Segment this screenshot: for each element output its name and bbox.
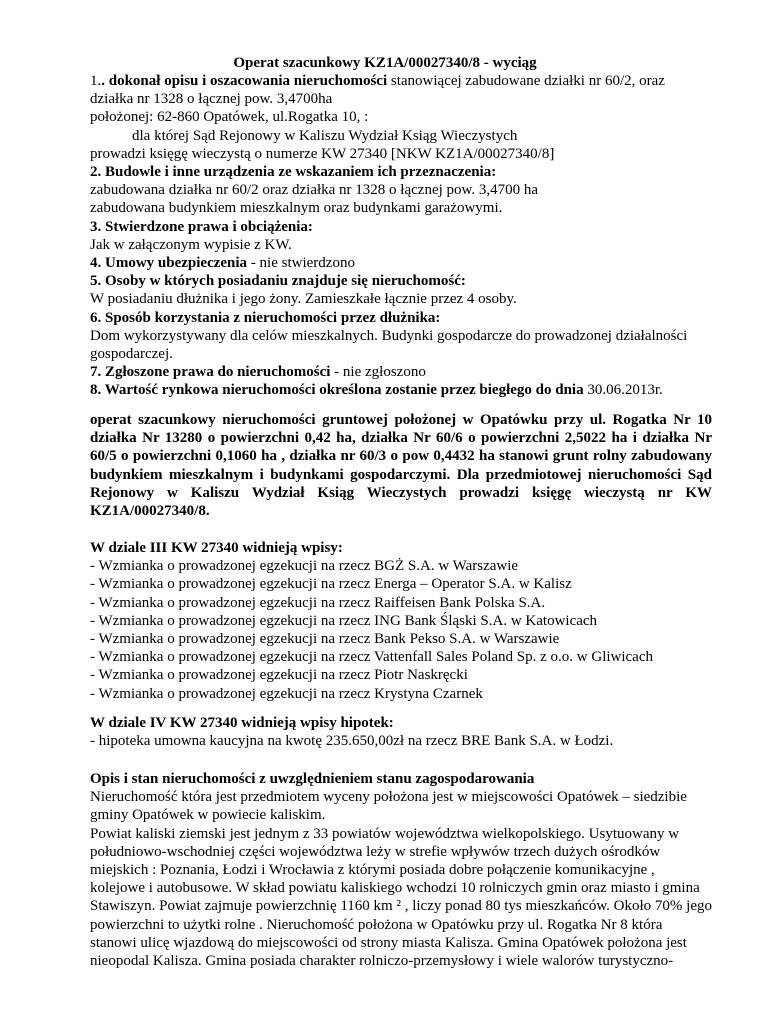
summary-sections [90,72,712,400]
section-1-text: stanowiącej zabudowane działki nr 60/2, oraz [387,73,665,89]
section-7-text: - nie zgłoszono [330,364,426,381]
dzial-4-mortgage: - hipoteka umowna kaucyjna na kwotę 235.650,00zł na rzecz BRE Bank S.A. w Łodzi. [90,733,614,750]
document-title: Operat szacunkowy KZ1A/00027340/8 - wyciąg [233,55,537,71]
operat-paragraph: operat szacunkowy nieruchomości gruntowej położonej w Opatówku przy ul. Rogatka Nr 10 działka Nr 13280 o powierzchni 0,42 ha, działka Nr 60/6 o powierzchni 2,5022 ha i działka Nr 60/5 o powierzchni 0,1060 ha , działka nr 60/3 o pow 0,4432 ha stanowi grunt rolny zabudowany budynkiem mieszkalnym i budynkami gospodarczymi. Dla przedmiotowej nieruchomości Sąd Rejonowy w Kaliszu Wydział Ksiąg Wieczystych prowadzi księgę wieczystą nr KW KZ1A/00027340/8. [90,412,712,520]
section-4-line [90,254,712,272]
section-1-land-register: prowadzi księgę wieczystą o numerze KW 27340 [NKW KZ1A/00027340/8] [90,145,555,162]
section-1-parcel: działka nr 1328 o łącznej pow. 3,4700ha [90,91,333,108]
section-7-heading: 7. Zgłoszone prawa do nieruchomości [90,364,331,381]
dzial-3-entry: - Wzmianka o prowadzonej egzekucji na rzecz BGŻ S.A. w Warszawie [90,558,519,575]
dzial-4-heading: W dziale IV KW 27340 widnieją wpisy hipotek: [90,715,394,731]
opis-paragraph-2: Powiat kaliski ziemski jest jednym z 33 powiatów województwa wielkopolskiego. Usytuowany w południowo-wschodniej części województwa leży w strefie wpływów trzech dużych ośrodków miejskich : Poznania, Łodzi i Wrocławia z którymi posiada dobre połączenie komunikacyjne , kolejowe i autobusowe. W skład powiatu kaliskiego wchodzi 10 rolniczych gmin oraz miasto i gmina Stawiszyn. Powiat zajmuje powierzchnię 1160 km ² , liczy ponad 80 tys mieszkańców. Około 70% jego powierzchni to użytki rolne . Nieruchomość położona w Opatówku przy ul. Rogatka Nr 8 która stanowi ulicę wjazdową do miejscowości od strony miasta Kalisza. Gmina Opatówek położona jest nieopodal Kalisza. Gmina posiada charakter rolniczo-przemysłowy i wiele walorów turystyczno- [90,825,713,970]
opis-paragraph-1: Nieruchomość która jest przedmiotem wyceny położona jest w miejscowości Opatówek – siedzibie gminy Opatówek w powiecie kaliskim. [90,789,687,824]
section-8-date: 30.06.2013r. [583,382,663,399]
section-1-address: położonej: 62-860 Opatówek, ul.Rogatka 10, : [90,109,369,126]
section-6-text: Dom wykorzystywany dla celów mieszkalnych. Budynki gospodarcze do prowadzonej działalności gospodarczej. [90,327,688,363]
section-5-text: W posiadaniu dłużnika i jego żony. Zamieszkałe łącznie przez 4 osoby. [90,291,517,308]
dzial-4-section [90,714,712,750]
section-5-heading: 5. Osoby w których posiadaniu znajduje się nieruchomość: [90,273,466,290]
section-8-line [90,381,712,399]
section-8-heading: 8. Wartość rynkowa nieruchomości określona zostanie przez biegłego do dnia [90,382,584,399]
section-1-line [90,72,712,90]
opis-heading: Opis i stan nieruchomości z uwzględnieniem stanu zagospodarowania [90,771,535,787]
section-4-text: - nie stwierdzono [247,255,355,272]
dzial-3-entry: - Wzmianka o prowadzonej egzekucji na rzecz Vattenfall Sales Poland Sp. z o.o. w Gliwicach [90,649,653,666]
dzial-3-entry: - Wzmianka o prowadzonej egzekucji na rzecz ING Bank Śląski S.A. w Katowicach [90,612,598,629]
section-2-heading: 2. Budowle i inne urządzenia ze wskazaniem ich przeznaczenia: [90,164,497,181]
dzial-3-heading: W dziale III KW 27340 widnieją wpisy: [90,540,343,556]
dzial-3-entry: - Wzmianka o prowadzonej egzekucji na rzecz Bank Pekso S.A. w Warszawie [90,631,560,648]
section-3-heading: 3. Stwierdzone prawa i obciążenia: [90,218,313,235]
opis-section [90,770,712,970]
dzial-3-entry: - Wzmianka o prowadzonej egzekucji na rzecz Raiffeisen Bank Polska S.A. [90,594,546,611]
section-2-line2: zabudowana budynkiem mieszkalnym oraz budynkami garażowymi. [90,200,503,217]
section-4-heading: 4. Umowy ubezpieczenia [90,255,248,272]
section-1-heading: . dokonał opisu i oszacowania nieruchomości [101,73,388,89]
section-1-number: 1. [90,73,102,89]
section-6-heading: 6. Sposób korzystania z nieruchomości przez dłużnika: [90,309,441,326]
dzial-3-section [90,539,712,703]
dzial-3-list [90,557,712,703]
dzial-3-entry: - Wzmianka o prowadzonej egzekucji na rzecz Piotr Naskręcki [90,667,468,684]
section-7-line [90,363,712,381]
dzial-3-entry: - Wzmianka o prowadzonej egzekucji na rzecz Energa – Operator S.A. w Kalisz [90,576,572,593]
section-3-text: Jak w załączonym wypisie z KW. [90,236,292,253]
section-1-court: dla której Sąd Rejonowy w Kaliszu Wydział Ksiąg Wieczystych [132,127,518,144]
dzial-3-entry: - Wzmianka o prowadzonej egzekucji na rzecz Krystyna Czarnek [90,685,483,702]
section-2-line1: zabudowana działka nr 60/2 oraz działka nr 1328 o łącznej pow. 3,4700 ha [90,182,539,199]
